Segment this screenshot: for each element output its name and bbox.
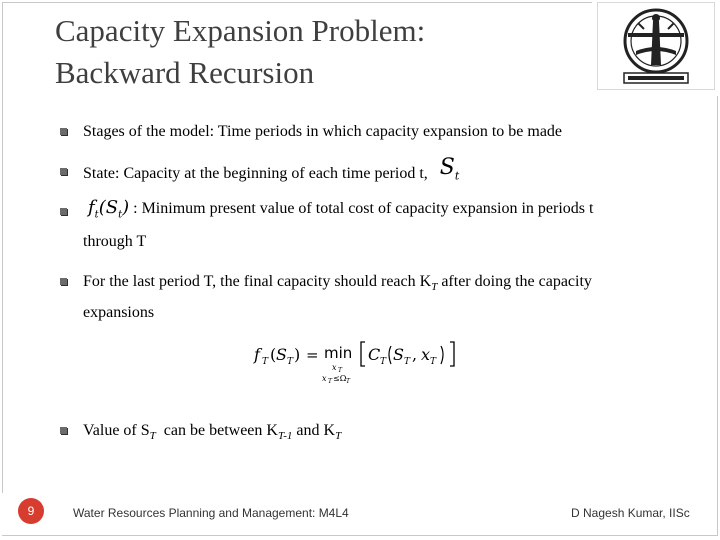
- slide-title: [55, 10, 575, 94]
- svg-text:min: min: [324, 344, 353, 362]
- svg-text:T: T: [380, 357, 387, 367]
- bullet-ft: [88, 198, 593, 226]
- kt-subscript-end: T: [335, 430, 342, 443]
- bullet-ft-text: : Minimum present value of total cost of capacity expansion in periods t: [133, 200, 594, 217]
- bullet-ft-line2: through T: [83, 233, 147, 250]
- svg-text:T: T: [404, 357, 411, 367]
- footer-author: D Nagesh Kumar, IISc: [571, 506, 690, 520]
- value-range-pre: Value of S: [83, 422, 150, 439]
- crest-icon: [598, 3, 714, 89]
- bullet-last-period-end: after doing the capacity: [437, 273, 592, 290]
- bullet-last-period: [83, 272, 592, 297]
- svg-text:S: S: [276, 345, 287, 364]
- footer-course: Water Resources Planning and Management: M4L4: [73, 506, 349, 520]
- ft-expression: $f_t(S_t)$: [88, 197, 130, 221]
- svg-text:): ): [294, 345, 301, 364]
- bullet-last-period-line2: expansions: [83, 304, 155, 321]
- bullet-state: [83, 155, 460, 190]
- bullet-state-text: State: Capacity at the beginning of each time period t,: [83, 165, 428, 182]
- svg-text:f: f: [254, 345, 260, 364]
- bullet-marker: [60, 278, 67, 285]
- svg-text:x: x: [322, 374, 327, 383]
- svg-text:T: T: [346, 378, 351, 385]
- svg-text:T: T: [262, 357, 269, 367]
- svg-text:=: =: [306, 346, 319, 364]
- svg-text:x: x: [332, 363, 337, 372]
- svg-text:≤Ω: ≤Ω: [333, 374, 347, 383]
- state-symbol: $S_t$: [439, 155, 460, 183]
- svg-text:T: T: [328, 378, 333, 385]
- slide-frame-left: [2, 2, 43, 493]
- recursion-formula: [252, 336, 464, 386]
- value-range-mid: can be between K: [155, 422, 278, 439]
- svg-text:T: T: [338, 367, 343, 374]
- bullet-marker: [60, 427, 67, 434]
- title-line-2: Backward Recursion: [55, 55, 315, 90]
- svg-text:,: ,: [412, 345, 418, 364]
- svg-text:T: T: [287, 357, 294, 367]
- bullet-marker: [60, 168, 67, 175]
- bullet-value-range: [83, 421, 341, 446]
- bullet-marker: [60, 128, 67, 135]
- slide-frame-right: [717, 96, 718, 536]
- slide-frame-top: [2, 2, 592, 3]
- svg-text:T: T: [430, 357, 437, 367]
- bullet-marker: [60, 208, 67, 215]
- bullet-last-period-text: For the last period T, the final capacity should reach K: [83, 273, 432, 290]
- bullet-stages: Stages of the model: Time periods in which capacity expansion to be made: [83, 123, 563, 140]
- kt-1-subscript: T-1: [277, 430, 293, 443]
- slide-frame-bottom: [2, 535, 718, 536]
- kt-subscript: T: [431, 281, 438, 294]
- svg-text:x: x: [421, 345, 431, 364]
- iisc-crest-logo: [597, 2, 715, 90]
- page-number-badge: 9: [18, 498, 44, 524]
- st-subscript: T: [149, 430, 156, 443]
- svg-text:C: C: [368, 345, 381, 364]
- svg-text:S: S: [393, 345, 404, 364]
- svg-text:(: (: [270, 345, 277, 364]
- value-range-and: and K: [292, 422, 336, 439]
- title-line-1: Capacity Expansion Problem:: [55, 13, 426, 48]
